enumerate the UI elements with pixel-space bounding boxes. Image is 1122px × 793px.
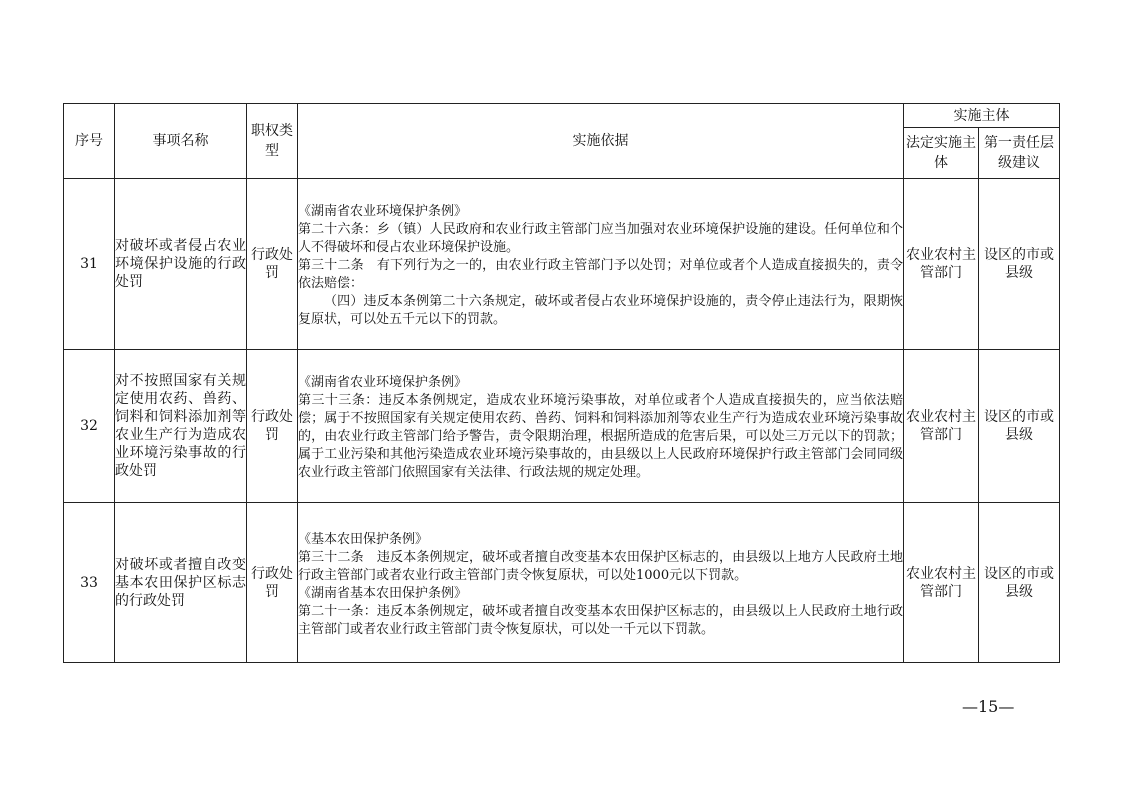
basis-paragraph: 《湖南省农业环境保护条例》 <box>298 204 468 219</box>
row-seq: 31 <box>64 179 115 350</box>
basis-paragraph: 第三十二条 违反本条例规定，破坏或者擅自改变基本农田保护区标志的，由县级以上地方人民政府土地行政主管部门或者农业行政主管部门责令恢复原状，可以处1000元以下罚款。 <box>298 549 903 583</box>
row-legal-subject: 农业农村主管部门 <box>904 350 979 503</box>
row-seq: 32 <box>64 350 115 503</box>
row-basis <box>298 179 904 350</box>
basis-paragraph: 《湖南省基本农田保护条例》 <box>298 585 468 601</box>
row-item-name: 对破坏或者擅自改变基本农田保护区标志的行政处罚 <box>115 503 247 663</box>
table-row <box>64 179 1060 350</box>
row-first-resp-level: 设区的市或县级 <box>979 350 1060 503</box>
basis-paragraph: 《湖南省农业环境保护条例》 <box>298 375 468 390</box>
page-number: —15— <box>962 697 1015 716</box>
row-legal-subject: 农业农村主管部门 <box>904 179 979 350</box>
row-power-type: 行政处罚 <box>247 350 298 503</box>
row-seq: 33 <box>64 503 115 663</box>
row-legal-subject: 农业农村主管部门 <box>904 503 979 663</box>
basis-paragraph: 《基本农田保护条例》 <box>298 531 429 547</box>
basis-paragraph: （四）违反本条例第二十六条规定，破坏或者侵占农业环境保护设施的，责令停止违法行为，限期恢复原状，可以处五千元以下的罚款。 <box>298 294 903 327</box>
row-item-name: 对不按照国家有关规定使用农药、兽药、饲料和饲料添加剂等农业生产行为造成农业环境污染事故的行政处罚 <box>115 350 247 503</box>
header-power-type: 职权类型 <box>247 104 298 179</box>
header-seq: 序号 <box>64 104 115 179</box>
row-basis <box>298 503 904 663</box>
header-legal-subject: 法定实施主体 <box>904 128 979 179</box>
row-first-resp-level: 设区的市或县级 <box>979 503 1060 663</box>
table-row <box>64 350 1060 503</box>
header-first-resp-level: 第一责任层级建议 <box>979 128 1060 179</box>
basis-paragraph: 第二十六条：乡（镇）人民政府和农业行政主管部门应当加强对农业环境保护设施的建设。任何单位和个人不得破坏和侵占农业环境保护设施。 <box>298 222 903 255</box>
enforcement-items-table <box>63 103 1060 663</box>
row-power-type: 行政处罚 <box>247 179 298 350</box>
basis-paragraph: 第三十三条：违反本条例规定，造成农业环境污染事故，对单位或者个人造成直接损失的，应当依法赔偿；属于不按照国家有关规定使用农药、兽药、饲料和饲料添加剂等农业生产行为造成农业环境污染事故的，由农业行政主管部门给予警告，责令限期治理，根据所造成的危害后果，可以处三万元以下的罚款；属于工业污染和其他污染造成农业环境污染事故的，由县级以上人民政府环境保护行政主管部门会同同级农业行政主管部门依照国家有关法律、行政法规的规定处理。 <box>298 393 903 480</box>
header-basis: 实施依据 <box>298 104 904 179</box>
row-power-type: 行政处罚 <box>247 503 298 663</box>
row-first-resp-level: 设区的市或县级 <box>979 179 1060 350</box>
header-item-name: 事项名称 <box>115 104 247 179</box>
table-row <box>64 503 1060 663</box>
header-subject-group: 实施主体 <box>904 104 1060 128</box>
basis-paragraph: 第二十一条：违反本条例规定，破坏或者擅自改变基本农田保护区标志的，由县级以上人民政府土地行政主管部门或者农业行政主管部门责令恢复原状，可以处一千元以下罚款。 <box>298 603 903 637</box>
basis-paragraph: 第三十二条 有下列行为之一的，由农业行政主管部门予以处罚；对单位或者个人造成直接损失的，责令依法赔偿： <box>298 258 903 291</box>
row-item-name: 对破坏或者侵占农业环境保护设施的行政处罚 <box>115 179 247 350</box>
row-basis <box>298 350 904 503</box>
